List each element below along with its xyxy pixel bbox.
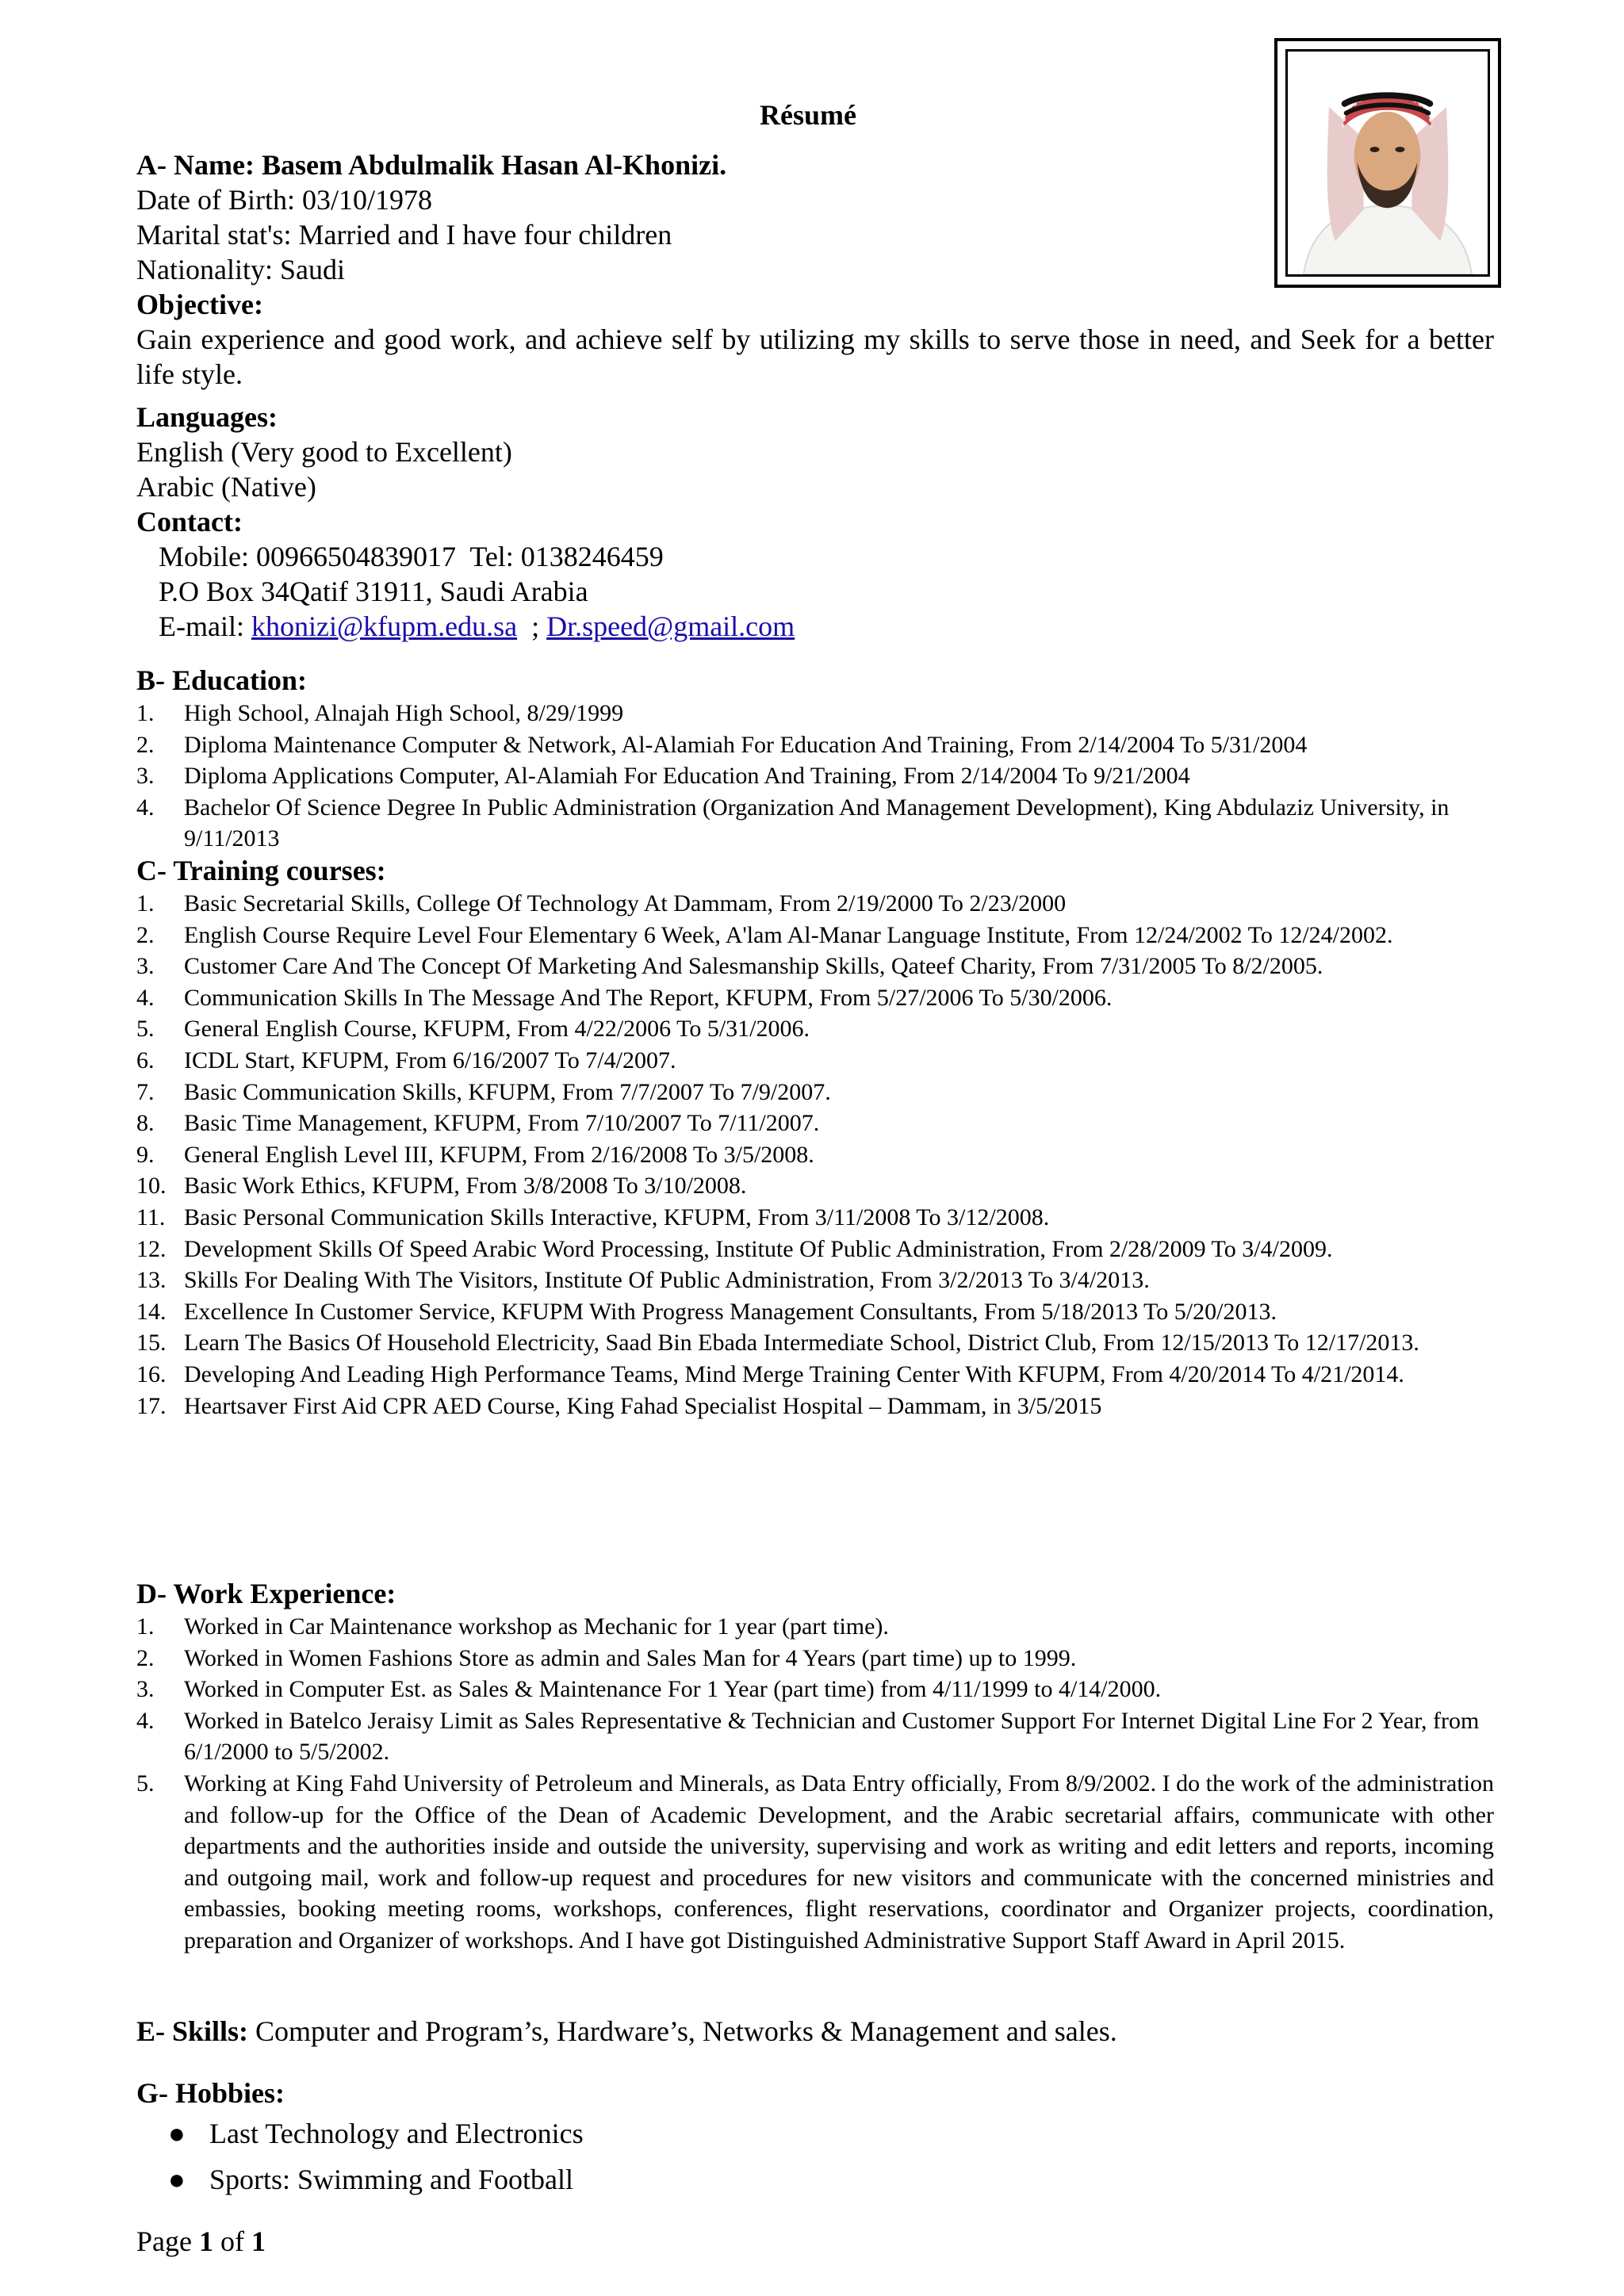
- list-item: 4. Worked in Batelco Jeraisy Limit as Sales Representative & Technician and Customer Support For Internet Digital Line For 2 Year, from 6/1/2000 to 5/5/2002.: [136, 1707, 1480, 1766]
- contact-email: [136, 609, 1494, 644]
- work-section: [136, 1576, 1494, 1957]
- language-item: English (Very good to Excellent): [136, 436, 512, 468]
- skills-text: Computer and Program’s, Hardware’s, Networks & Management and sales.: [248, 2015, 1117, 2047]
- list-item: 5. Working at King Fahd University of Petroleum and Minerals, as Data Entry officially, From 8/9/2002. I do the work of the administration and follow-up for the Office of the Dean of Academic Development, and the Arabic secretarial affairs, communicate with other departments and the authorities inside and outside the university, supervising and work as writing and edit letters and reports, incoming and outgoing mail, work and follow-up request and procedures for new visitors and communicate with the concerned ministries and embassies, booking meeting rooms, workshops, conferences, flight reservations, coordinator and Organizer projects, coordination, preparation and Organizer of workshops. And I have got Distinguished Administrative Support Staff Award in April 2015.: [136, 1770, 1494, 1954]
- work-heading: D- Work Experience:: [136, 1578, 396, 1609]
- list-item: 3. Customer Care And The Concept Of Marketing And Salesmanship Skills, Qateef Charity, From 7/31/2005 To 8/2/2005.: [136, 953, 1323, 980]
- email-link-kfupm[interactable]: khonizi@kfupm.edu.sa: [251, 610, 518, 642]
- list-item: 14. Excellence In Customer Service, KFUPM With Progress Management Consultants, From 5/18/2013 To 5/20/2013.: [136, 1298, 1277, 1325]
- personal-info: [136, 147, 1494, 644]
- list-item: 2. English Course Require Level Four Elementary 6 Week, A'lam Al-Manar Language Institute, From 12/24/2002 To 12/24/2002.: [136, 921, 1393, 948]
- hobbies-section: [136, 2076, 1494, 2202]
- list-item: 11. Basic Personal Communication Skills Interactive, KFUPM, From 3/11/2008 To 3/12/2008.: [136, 1203, 1050, 1230]
- skills-section: [136, 2014, 1494, 2049]
- list-item: 4. Communication Skills In The Message And The Report, KFUPM, From 5/27/2006 To 5/30/2006.: [136, 984, 1113, 1011]
- contact-address: P.O Box 34Qatif 31911, Saudi Arabia: [159, 576, 588, 607]
- education-section: [136, 663, 1494, 855]
- hobbies-heading: G- Hobbies:: [136, 2077, 285, 2109]
- education-heading: B- Education:: [136, 664, 308, 696]
- list-item: ● Sports: Swimming and Football: [136, 2156, 1494, 2202]
- list-item: 7. Basic Communication Skills, KFUPM, From 7/7/2007 To 7/9/2007.: [136, 1078, 831, 1105]
- list-item: 12. Development Skills Of Speed Arabic Word Processing, Institute Of Public Administration, From 2/28/2009 To 3/4/2009.: [136, 1235, 1333, 1262]
- list-item: 3. Diploma Applications Computer, Al-Alamiah For Education And Training, From 2/14/2004 To 9/21/2004: [136, 763, 1190, 790]
- language-item: Arabic (Native): [136, 471, 316, 503]
- nationality: Nationality: Saudi: [136, 254, 345, 285]
- list-item: 17. Heartsaver First Aid CPR AED Course, King Fahad Specialist Hospital – Dammam, in 3/5/2015: [136, 1392, 1102, 1419]
- objective-heading: Objective:: [136, 289, 263, 320]
- list-item: 16. Developing And Leading High Performance Teams, Mind Merge Training Center With KFUPM, From 4/20/2014 To 4/21/2014.: [136, 1360, 1404, 1387]
- list-item: 10. Basic Work Ethics, KFUPM, From 3/8/2008 To 3/10/2008.: [136, 1173, 747, 1200]
- training-section: [136, 853, 1494, 1422]
- list-item: 5. General English Course, KFUPM, From 4/22/2006 To 5/31/2006.: [136, 1016, 810, 1043]
- email-link-gmail[interactable]: Dr.speed@gmail.com: [546, 610, 795, 642]
- email-label: E-mail:: [159, 610, 251, 642]
- list-item: 8. Basic Time Management, KFUPM, From 7/10/2007 To 7/11/2007.: [136, 1110, 820, 1137]
- objective-text: Gain experience and good work, and achieve self by utilizing my skills to serve those in need, and Seek for a better life style.: [136, 323, 1494, 390]
- list-item: 1. High School, Alnajah High School, 8/29/1999: [136, 700, 624, 726]
- list-item: 1. Basic Secretarial Skills, College Of Technology At Dammam, From 2/19/2000 To 2/23/2000: [136, 890, 1067, 916]
- contact-phone: Mobile: 00966504839017 Tel: 0138246459: [159, 541, 664, 572]
- list-item: 4. Bachelor Of Science Degree In Public Administration (Organization And Management Development), King Abdulaziz University, in 9/11/2013: [136, 794, 1450, 852]
- list-item: 2. Worked in Women Fashions Store as admin and Sales Man for 4 Years (part time) up to 1999.: [136, 1644, 1077, 1671]
- list-item: 3. Worked in Computer Est. as Sales & Maintenance For 1 Year (part time) from 4/11/1999 to 4/14/2000.: [136, 1676, 1162, 1703]
- bullet-icon: ●: [168, 2118, 186, 2149]
- bullet-icon: ●: [168, 2164, 186, 2195]
- list-item: ● Last Technology and Electronics: [136, 2110, 1494, 2156]
- skills-heading: E- Skills:: [136, 2015, 249, 2047]
- name-line: A- Name: Basem Abdulmalik Hasan Al-Khonizi.: [136, 149, 727, 181]
- date-of-birth: Date of Birth: 03/10/1978: [136, 184, 432, 216]
- resume-title: Résumé: [760, 99, 856, 131]
- marital-status: Marital stat's: Married and I have four children: [136, 219, 672, 251]
- email-separator: ;: [517, 610, 547, 642]
- list-item: 9. General English Level III, KFUPM, From 2/16/2008 To 3/5/2008.: [136, 1141, 814, 1168]
- list-item: 6. ICDL Start, KFUPM, From 6/16/2007 To 7/4/2007.: [136, 1047, 676, 1073]
- training-heading: C- Training courses:: [136, 855, 386, 886]
- page-footer: Page 1 of 1: [136, 2225, 266, 2257]
- languages-heading: Languages:: [136, 401, 278, 433]
- list-item: 2. Diploma Maintenance Computer & Network, Al-Alamiah For Education And Training, From 2/14/2004 To 5/31/2004: [136, 731, 1308, 758]
- list-item: 1. Worked in Car Maintenance workshop as Mechanic for 1 year (part time).: [136, 1613, 889, 1640]
- list-item: 15. Learn The Basics Of Household Electricity, Saad Bin Ebada Intermediate School, District Club, From 12/15/2013 To 12/17/2013.: [136, 1330, 1419, 1357]
- list-item: 13. Skills For Dealing With The Visitors, Institute Of Public Administration, From 3/2/2013 To 3/4/2013.: [136, 1267, 1150, 1294]
- contact-heading: Contact:: [136, 506, 243, 538]
